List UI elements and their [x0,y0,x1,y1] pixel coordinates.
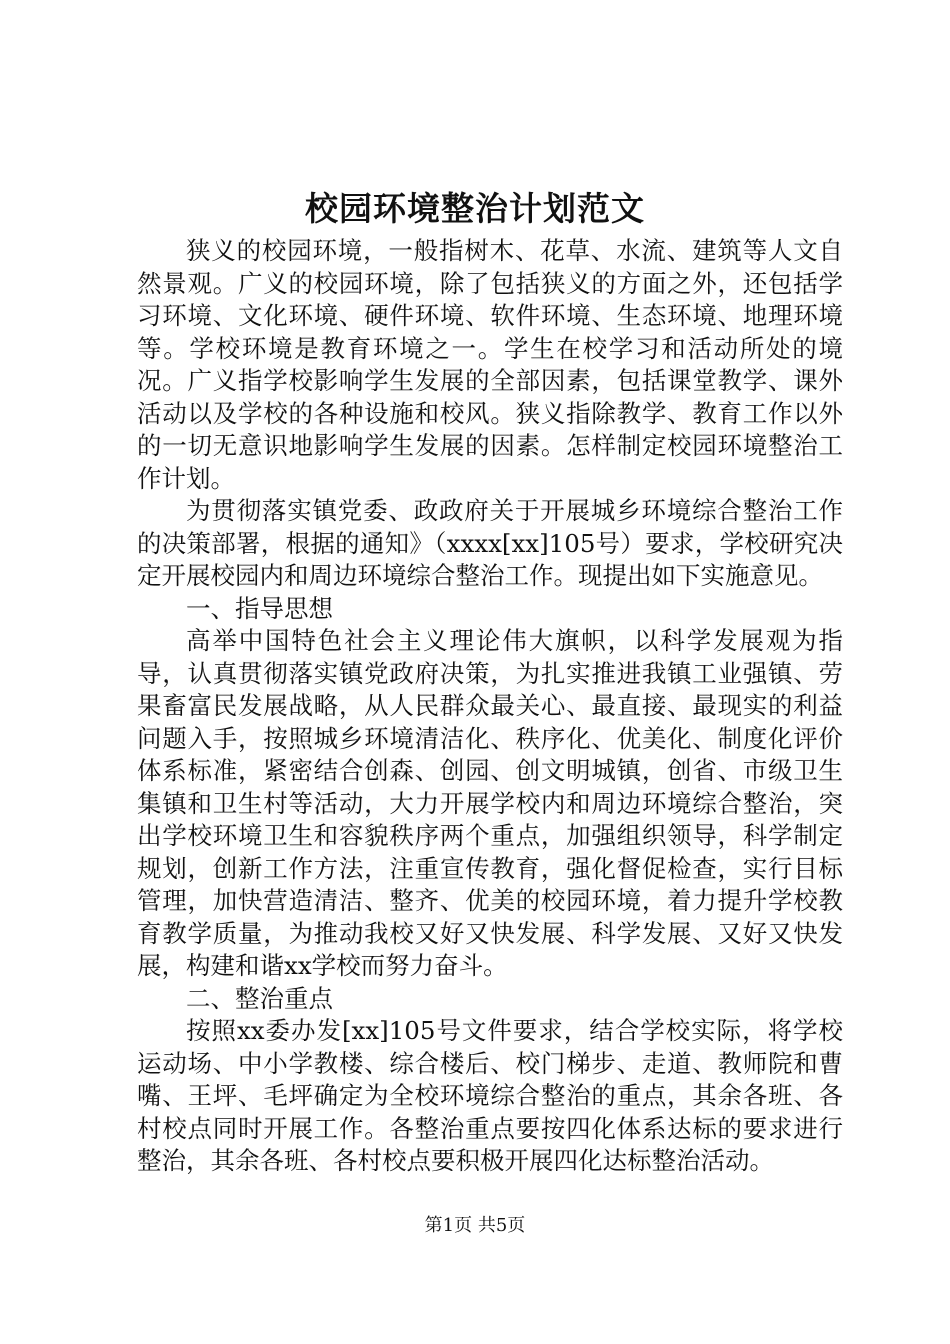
section-heading-key-points: 二、整治重点 [186,983,333,1013]
purpose-paragraph: 为贯彻落实镇党委、政政府关于开展城乡环境综合整治工作的决策部署，根据的通知》（xxxx[xx]105号）要求，学校研究决定开展校园内和周边环境综合整治工作。现提出如下实施意见。 [137,496,843,590]
document-body [137,235,843,1178]
section-heading-guiding-ideology: 一、指导思想 [186,593,333,623]
document-title: 校园环境整治计划范文 [305,189,645,228]
page-number-footer: 第1页 共5页 [424,1215,526,1236]
guiding-ideology-paragraph: 高举中国特色社会主义理论伟大旗帜，以科学发展观为指导，认真贯彻落实镇党政府决策，为扎实推进我镇工业强镇、劳果畜富民发展战略，从人民群众最关心、最直接、最现实的利益问题入手，按照城乡环境清洁化、秩序化、优美化、制度化评价体系标准，紧密结合创森、创园、创文明城镇，创省、市级卫生集镇和卫生村等活动，大力开展学校内和周边环境综合整治，突出学校环境卫生和容貌秩序两个重点，加强组织领导，科学制定规划，创新工作方法，注重宣传教育，强化督促检查，实行目标管理，加快营造清洁、整齐、优美的校园环境，着力提升学校教育教学质量，为推动我校又好又快发展、科学发展、又好又快发展，构建和谐xx学校而努力奋斗。 [137,626,843,980]
intro-paragraph: 狭义的校园环境，一般指树木、花草、水流、建筑等人文自然景观。广义的校园环境，除了包括狭义的方面之外，还包括学习环境、文化环境、硬件环境、软件环境、生态环境、地理环境等。学校环境是教育环境之一。学生在校学习和活动所处的境况。广义指学校影响学生发展的全部因素，包括课堂教学、课外活动以及学校的各种设施和校风。狭义指除教学、教育工作以外的一切无意识地影响学生发展的因素。怎样制定校园环境整治工作计划。 [137,236,843,493]
key-points-paragraph: 按照xx委办发[xx]105号文件要求，结合学校实际，将学校运动场、中小学教楼、综合楼后、校门梯步、走道、教师院和曹嘴、王坪、毛坪确定为全校环境综合整治的重点，其余各班、各村校点同时开展工作。各整治重点要按四化体系达标的要求进行整治，其余各班、各村校点要积极开展四化达标整治活动。 [137,1016,843,1175]
